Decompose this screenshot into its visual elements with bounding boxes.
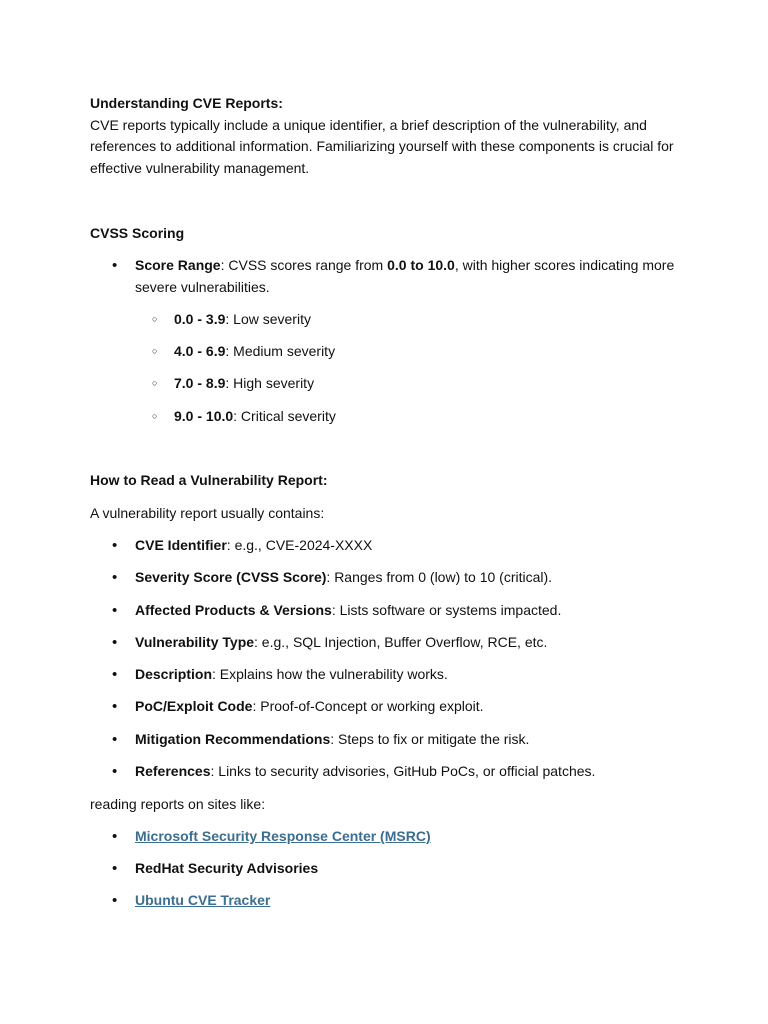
item-desc: : Ranges from 0 (low) to 10 (critical). (326, 569, 553, 586)
item-label: Affected Products & Versions (135, 601, 332, 618)
sites-list (90, 826, 690, 912)
list-item-score-range (90, 255, 690, 298)
severity-levels-list (90, 309, 690, 427)
report-heading: How to Read a Vulnerability Report: (90, 472, 328, 489)
severity-desc: : High severity (225, 375, 315, 392)
list-item (90, 729, 690, 751)
intro-heading: Understanding CVE Reports: (90, 95, 283, 111)
list-item (90, 535, 690, 557)
item-desc: : Explains how the vulnerability works. (212, 666, 448, 683)
cvss-heading: CVSS Scoring (90, 225, 185, 241)
msrc-link[interactable]: Microsoft Security Response Center (MSRC) (135, 827, 431, 844)
score-range-text-after: , with higher scores indicating more severe vulnerabilities. (135, 257, 675, 295)
item-label: Vulnerability Type (135, 633, 255, 650)
list-item (90, 632, 690, 654)
item-label: Description (135, 666, 213, 683)
item-desc: : Links to security advisories, GitHub PoCs, or official patches. (210, 763, 596, 780)
report-intro: A vulnerability report usually contains: (90, 504, 325, 521)
severity-level-item (90, 341, 690, 363)
score-range-label: Score Range (135, 257, 221, 273)
severity-desc: : Low severity (225, 310, 311, 327)
item-desc: : Proof-of-Concept or working exploit. (252, 698, 484, 715)
list-item (90, 567, 690, 589)
list-item-ubuntu (90, 890, 690, 912)
severity-range: 0.0 - 3.9 (174, 310, 226, 327)
list-item (90, 600, 690, 622)
report-contents-list (90, 535, 690, 783)
sites-intro: reading reports on sites like: (90, 795, 266, 812)
list-item-msrc (90, 826, 690, 848)
item-desc: : Lists software or systems impacted. (331, 601, 562, 618)
list-item-redhat (90, 858, 690, 880)
severity-level-item (90, 406, 690, 428)
item-desc: : e.g., CVE-2024-XXXX (226, 536, 373, 553)
item-label: References (135, 763, 211, 780)
score-range-value: 0.0 to 10.0 (387, 257, 455, 273)
item-label: Severity Score (CVSS Score) (135, 569, 327, 586)
severity-level-item (90, 373, 690, 395)
intro-paragraph: CVE reports typically include a unique identifier, a brief description of the vulnerability, and references to additional information. Familiarizing yourself with these components is crucial for effective vulnerability management. (90, 116, 674, 176)
severity-level-item (90, 309, 690, 331)
severity-desc: : Critical severity (233, 407, 336, 424)
severity-desc: : Medium severity (225, 343, 336, 360)
ubuntu-cve-tracker-link[interactable]: Ubuntu CVE Tracker (135, 892, 271, 909)
item-desc: : e.g., SQL Injection, Buffer Overflow, RCE, etc. (254, 633, 548, 650)
document-page (90, 93, 690, 912)
score-range-text-before: : CVSS scores range from (220, 257, 388, 273)
item-label: CVE Identifier (135, 536, 227, 553)
list-item (90, 761, 690, 783)
item-label: PoC/Exploit Code (135, 698, 253, 715)
list-item (90, 664, 690, 686)
redhat-advisories-text: RedHat Security Advisories (135, 860, 319, 877)
item-label: Mitigation Recommendations (135, 730, 331, 747)
item-desc: : Steps to fix or mitigate the risk. (330, 730, 530, 747)
severity-range: 9.0 - 10.0 (174, 407, 234, 424)
cvss-list (90, 255, 690, 298)
severity-range: 7.0 - 8.9 (174, 375, 226, 392)
list-item (90, 696, 690, 718)
severity-range: 4.0 - 6.9 (174, 343, 226, 360)
